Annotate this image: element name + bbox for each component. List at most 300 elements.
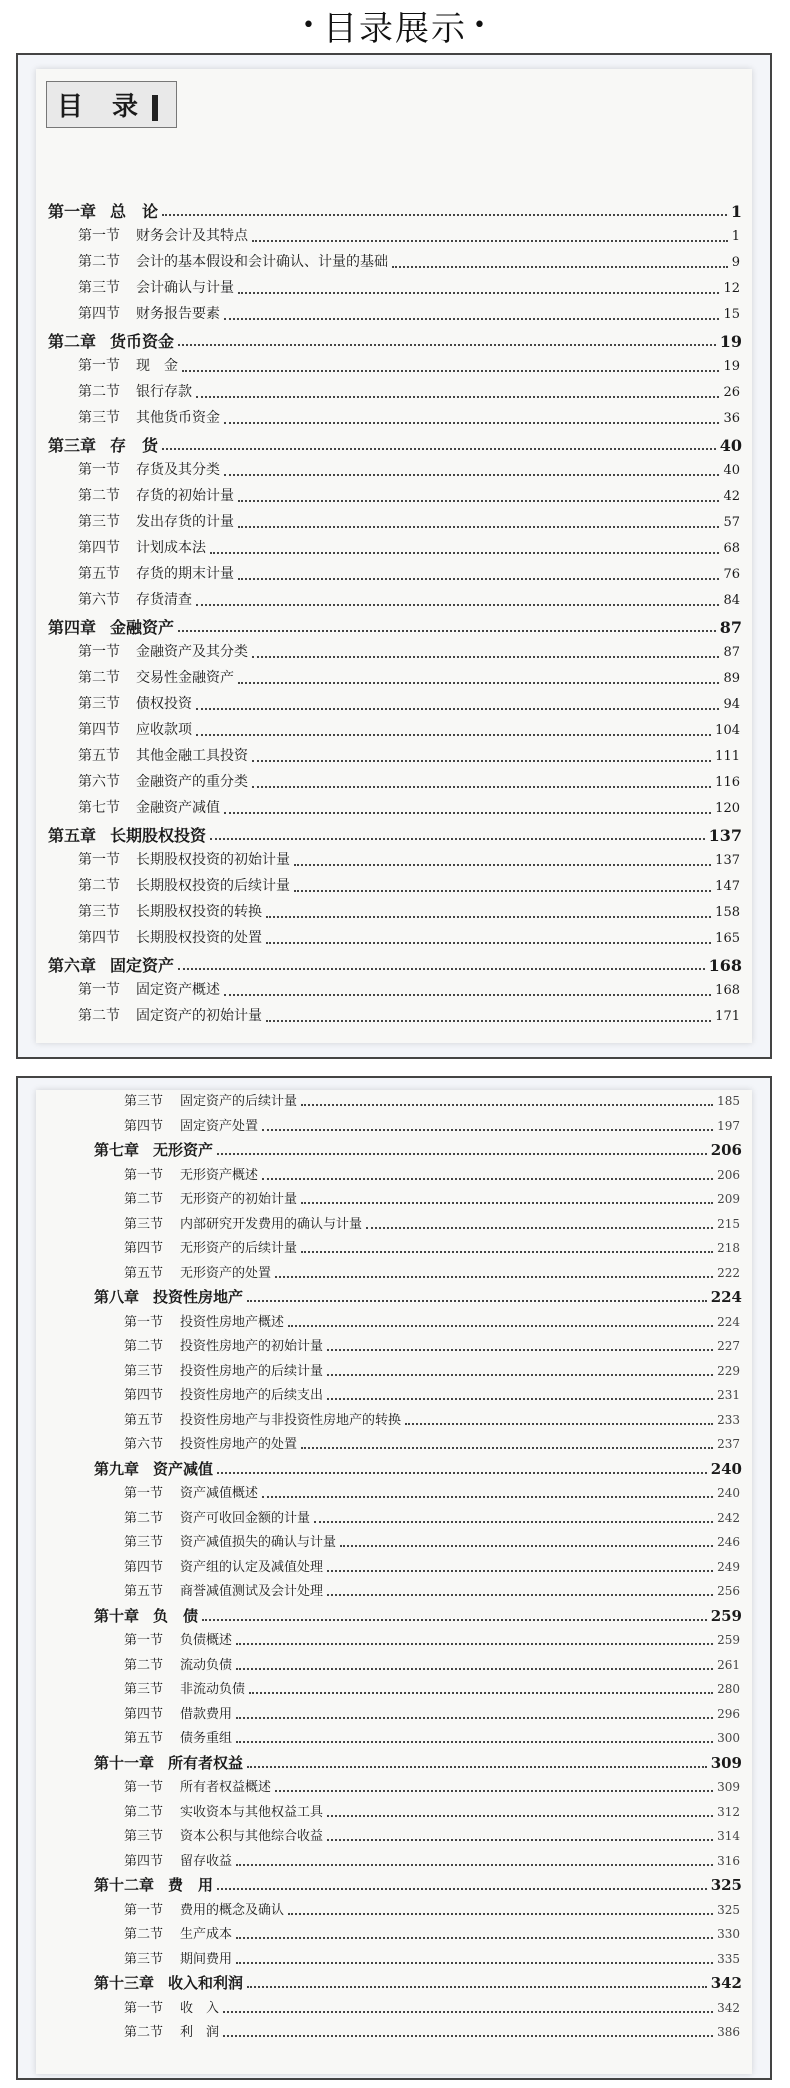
- section-number: 第三节: [124, 1535, 164, 1550]
- entry-title-group: [78, 381, 192, 401]
- section-title: 现 金: [136, 358, 178, 374]
- section-number: 第四节: [78, 722, 120, 738]
- entry-title-group: [78, 511, 234, 531]
- dot-leader: [223, 2011, 713, 2013]
- page-number: 224: [717, 1314, 740, 1329]
- section-title: 计划成本法: [136, 540, 206, 556]
- section-row: [36, 251, 752, 277]
- dot-leader: [236, 1668, 713, 1670]
- toc-frame-1: [16, 53, 772, 1059]
- chapter-title: 无形资产: [153, 1141, 214, 1159]
- section-row: [36, 1360, 752, 1385]
- section-number: 第二节: [78, 878, 120, 894]
- entry-title-group: [124, 1115, 258, 1134]
- dot-leader: [182, 370, 719, 372]
- entry-title-group: [124, 1997, 219, 2016]
- entry-title-group: [94, 1605, 198, 1626]
- section-row: [36, 1115, 752, 1140]
- section-row: [36, 1923, 752, 1948]
- entry-title-group: [78, 641, 248, 661]
- chapter-title: 总 论: [110, 202, 159, 221]
- section-row: [36, 1335, 752, 1360]
- section-row: [36, 1801, 752, 1826]
- dot-leader: [275, 1790, 713, 1792]
- page-number: 261: [717, 1657, 740, 1672]
- toc-list-2: [36, 1090, 752, 2046]
- section-title: 固定资产概述: [136, 982, 220, 998]
- entry-title-group: [124, 1629, 232, 1648]
- section-number: 第一节: [78, 982, 120, 998]
- page-number: 57: [723, 515, 740, 530]
- dot-leader: [224, 422, 719, 424]
- dot-leader: [224, 318, 719, 320]
- chapter-number: 第十章: [94, 1606, 140, 1625]
- bullet-left: •: [302, 12, 317, 38]
- section-row: [36, 797, 752, 823]
- chapter-number: 第六章: [48, 956, 97, 975]
- entry-title-group: [78, 901, 262, 921]
- section-number: 第三节: [124, 1951, 164, 1967]
- section-row: [36, 277, 752, 303]
- chapter-title: 存 货: [110, 436, 159, 455]
- entry-title-group: [124, 1384, 323, 1403]
- chapter-number: 第四章: [48, 618, 97, 637]
- section-title: 资本公积与其他综合收益: [180, 1829, 324, 1844]
- dot-leader: [217, 1472, 707, 1474]
- dot-leader: [178, 630, 716, 632]
- entry-title-group: [124, 1360, 323, 1379]
- section-title: 长期股权投资的处置: [136, 930, 262, 946]
- section-number: 第五节: [78, 566, 120, 582]
- section-row: [36, 693, 752, 719]
- section-row: [36, 1580, 752, 1605]
- chapter-title: 负 债: [153, 1606, 199, 1625]
- dot-leader: [288, 1913, 713, 1915]
- chapter-title: 收入和利润: [168, 1974, 244, 1992]
- page-number: 227: [717, 1339, 740, 1353]
- dot-leader: [301, 1104, 713, 1106]
- page-number: 240: [717, 1486, 740, 1500]
- section-row: [36, 511, 752, 537]
- section-title: 金融资产及其分类: [136, 644, 248, 660]
- page-number: 330: [717, 1927, 740, 1941]
- entry-title-group: [78, 745, 248, 765]
- dot-leader: [301, 1202, 713, 1204]
- page-number: 42: [723, 489, 740, 504]
- entry-title-group: [124, 1164, 258, 1183]
- entry-title-group: [94, 1458, 213, 1479]
- section-number: 第二节: [124, 1927, 164, 1942]
- section-title: 存货的初始计量: [136, 488, 234, 504]
- section-title: 资产减值概述: [180, 1486, 259, 1501]
- entry-title-group: [124, 1801, 323, 1820]
- section-title: 投资性房地产的后续计量: [180, 1363, 324, 1379]
- chapter-number: 第二章: [48, 332, 97, 351]
- dot-leader: [262, 1129, 713, 1131]
- page-number: 12: [723, 281, 740, 296]
- section-row: [36, 1997, 752, 2022]
- chapter-title: 金融资产: [110, 618, 175, 637]
- page-number: 197: [717, 1118, 740, 1133]
- entry-title-group: [124, 1948, 232, 1967]
- section-title: 会计确认与计量: [136, 280, 234, 296]
- dot-leader: [224, 474, 719, 476]
- page-number: 280: [717, 1682, 740, 1696]
- page-number: 94: [723, 697, 740, 712]
- page-number: 168: [715, 983, 740, 998]
- section-number: 第四节: [124, 1559, 164, 1575]
- page-number: 68: [723, 541, 740, 556]
- page-number: 111: [715, 749, 740, 764]
- chapter-row: [36, 199, 752, 225]
- section-title: 资产组的认定及减值处理: [180, 1559, 324, 1575]
- section-number: 第七节: [78, 800, 120, 816]
- entry-title-group: [124, 1409, 401, 1428]
- section-title: 债权投资: [136, 696, 192, 712]
- page-number: 224: [710, 1288, 742, 1306]
- page-number: 312: [717, 1804, 740, 1819]
- dot-leader: [202, 1619, 707, 1621]
- page-number: 256: [717, 1584, 740, 1598]
- section-number: 第五节: [78, 748, 120, 764]
- header-title: 目录展示: [323, 8, 467, 49]
- entry-title-group: [124, 1776, 271, 1795]
- page-number: 342: [717, 2000, 740, 2015]
- entry-title-group: [78, 927, 262, 947]
- page-number: 259: [717, 1633, 740, 1647]
- entry-title-group: [124, 1678, 245, 1697]
- entry-title-group: [78, 875, 290, 895]
- chapter-row: [36, 1139, 752, 1164]
- section-title: 金融资产减值: [136, 800, 220, 816]
- section-row: [36, 979, 752, 1005]
- toc-heading-text: 目 录: [57, 92, 149, 122]
- section-number: 第六节: [78, 774, 120, 790]
- page-number: 19: [719, 332, 742, 351]
- toc-page-2: [36, 1090, 752, 2074]
- dot-leader: [178, 968, 705, 970]
- section-title: 投资性房地产概述: [180, 1314, 285, 1330]
- section-row: [36, 563, 752, 589]
- dot-leader: [236, 1741, 713, 1743]
- dot-leader: [247, 1300, 707, 1302]
- section-row: [36, 2021, 752, 2046]
- page-number: 233: [717, 1412, 740, 1427]
- section-row: [36, 641, 752, 667]
- section-number: 第四节: [78, 930, 120, 946]
- entry-title-group: [78, 459, 220, 479]
- section-row: [36, 745, 752, 771]
- section-title: 金融资产的重分类: [136, 774, 248, 790]
- page-number: 116: [715, 775, 740, 790]
- section-number: 第一节: [124, 1314, 164, 1330]
- section-number: 第四节: [124, 1853, 164, 1869]
- section-title: 利 润: [180, 2025, 220, 2040]
- section-number: 第一节: [78, 644, 120, 660]
- section-row: [36, 1384, 752, 1409]
- toc-frame-2: [16, 1076, 772, 2080]
- entry-title-group: [78, 563, 234, 583]
- section-number: 第二节: [124, 1510, 164, 1526]
- toc-heading: [46, 81, 177, 128]
- page-number: 185: [717, 1094, 740, 1108]
- section-row: [36, 1850, 752, 1875]
- section-row: [36, 1556, 752, 1581]
- section-title: 应收款项: [136, 722, 192, 738]
- page-number: 335: [717, 1951, 740, 1966]
- page-number: 171: [715, 1009, 740, 1024]
- section-title: 非流动负债: [180, 1682, 246, 1697]
- dot-leader: [236, 1962, 713, 1964]
- entry-title-group: [78, 485, 234, 505]
- dot-leader: [236, 1864, 713, 1866]
- page-number: 168: [708, 956, 742, 975]
- entry-title-group: [124, 1727, 232, 1746]
- section-number: 第二节: [124, 1339, 164, 1354]
- section-row: [36, 381, 752, 407]
- toc-list-1: [36, 199, 752, 1031]
- section-title: 投资性房地产的后续支出: [180, 1388, 324, 1403]
- chapter-row: [36, 1972, 752, 1997]
- page-number: 215: [717, 1216, 740, 1231]
- dot-leader: [196, 734, 711, 736]
- chapter-number: 第八章: [94, 1288, 140, 1306]
- dot-leader: [252, 760, 711, 762]
- section-title: 固定资产的后续计量: [180, 1094, 298, 1109]
- section-title: 投资性房地产的初始计量: [180, 1339, 324, 1354]
- section-title: 无形资产的后续计量: [180, 1241, 298, 1256]
- section-number: 第一节: [124, 1486, 164, 1501]
- dot-leader: [266, 942, 711, 944]
- section-title: 实收资本与其他权益工具: [180, 1804, 324, 1820]
- section-row: [36, 849, 752, 875]
- section-row: [36, 1409, 752, 1434]
- section-row: [36, 1948, 752, 1973]
- page-number: 87: [719, 618, 742, 637]
- dot-leader: [392, 266, 728, 268]
- section-title: 债务重组: [180, 1731, 233, 1746]
- section-row: [36, 459, 752, 485]
- entry-title-group: [48, 615, 174, 638]
- dot-leader: [210, 838, 705, 840]
- chapter-number: 第十三章: [94, 1974, 155, 1992]
- section-number: 第二节: [78, 254, 120, 270]
- page-number: 218: [717, 1241, 740, 1255]
- entry-title-group: [78, 979, 220, 999]
- page-number: 209: [717, 1192, 740, 1206]
- page-number: 19: [723, 359, 740, 374]
- dot-leader: [327, 1594, 713, 1596]
- dot-leader: [327, 1815, 713, 1817]
- chapter-row: [36, 953, 752, 979]
- chapter-number: 第十二章: [94, 1876, 155, 1894]
- page-number: 206: [710, 1141, 742, 1159]
- entry-title-group: [124, 1703, 232, 1722]
- section-row: [36, 1825, 752, 1850]
- page-number: 137: [708, 826, 742, 845]
- chapter-title: 长期股权投资: [110, 826, 207, 845]
- page-number: 120: [715, 801, 740, 816]
- page-number: 316: [717, 1853, 740, 1868]
- dot-leader: [223, 2035, 713, 2037]
- dot-leader: [327, 1398, 713, 1400]
- entry-title-group: [124, 1531, 336, 1550]
- section-number: 第三节: [124, 1829, 164, 1844]
- entry-title-group: [78, 849, 290, 869]
- page-number: 15: [723, 307, 740, 322]
- dot-leader: [252, 786, 711, 788]
- page-number: 314: [717, 1829, 740, 1843]
- entry-title-group: [124, 1262, 271, 1281]
- dot-leader: [236, 1717, 713, 1719]
- dot-leader: [196, 604, 719, 606]
- section-row: [36, 1531, 752, 1556]
- section-number: 第一节: [124, 1167, 164, 1183]
- dot-leader: [162, 214, 727, 216]
- dot-leader: [262, 1178, 713, 1180]
- dot-leader: [366, 1227, 713, 1229]
- section-number: 第三节: [78, 410, 120, 426]
- section-row: [36, 303, 752, 329]
- chapter-title: 货币资金: [110, 332, 175, 351]
- section-row: [36, 1090, 752, 1115]
- entry-title-group: [78, 355, 178, 375]
- dot-leader: [340, 1545, 713, 1547]
- entry-title-group: [124, 1923, 232, 1942]
- entry-title-group: [78, 693, 192, 713]
- section-title: 负债概述: [180, 1633, 233, 1648]
- section-number: 第四节: [78, 540, 120, 556]
- dot-leader: [405, 1423, 713, 1425]
- section-row: [36, 1899, 752, 1924]
- section-title: 资产可收回金额的计量: [180, 1510, 311, 1526]
- entry-title-group: [124, 2021, 219, 2040]
- section-title: 长期股权投资的转换: [136, 904, 262, 920]
- page-number: 231: [717, 1388, 740, 1402]
- dot-leader: [327, 1349, 713, 1351]
- section-row: [36, 1005, 752, 1031]
- dot-leader: [314, 1521, 713, 1523]
- section-number: 第三节: [124, 1216, 164, 1232]
- chapter-number: 第九章: [94, 1459, 140, 1478]
- entry-title-group: [78, 407, 220, 427]
- section-title: 投资性房地产与非投资性房地产的转换: [180, 1412, 402, 1428]
- section-number: 第三节: [78, 514, 120, 530]
- dot-leader: [266, 1020, 711, 1022]
- section-number: 第四节: [124, 1241, 164, 1256]
- dot-leader: [238, 500, 719, 502]
- entry-title-group: [94, 1139, 213, 1160]
- section-number: 第四节: [124, 1118, 164, 1134]
- page-number: 147: [715, 879, 740, 894]
- section-number: 第二节: [78, 1008, 120, 1024]
- dot-leader: [217, 1153, 707, 1155]
- entry-title-group: [94, 1972, 243, 1993]
- entry-title-group: [124, 1899, 284, 1918]
- section-number: 第三节: [78, 696, 120, 712]
- chapter-row: [36, 329, 752, 355]
- entry-title-group: [78, 225, 248, 245]
- section-title: 银行存款: [136, 384, 192, 400]
- page-number: 222: [717, 1265, 740, 1280]
- dot-leader: [236, 1937, 713, 1939]
- section-row: [36, 1262, 752, 1287]
- dot-leader: [224, 812, 711, 814]
- section-number: 第三节: [124, 1682, 164, 1697]
- page-number: 158: [715, 905, 740, 920]
- section-row: [36, 927, 752, 953]
- section-number: 第一节: [124, 1902, 164, 1918]
- page-number: 26: [723, 385, 740, 400]
- section-number: 第一节: [78, 358, 120, 374]
- section-title: 收 入: [180, 2000, 220, 2016]
- dot-leader: [236, 1643, 713, 1645]
- dot-leader: [247, 1766, 707, 1768]
- dot-leader: [288, 1325, 713, 1327]
- entry-title-group: [124, 1090, 297, 1109]
- section-number: 第三节: [78, 280, 120, 296]
- page-number: 259: [710, 1606, 742, 1625]
- dot-leader: [301, 1251, 713, 1253]
- entry-title-group: [124, 1433, 297, 1452]
- entry-title-group: [124, 1556, 323, 1575]
- dot-leader: [327, 1570, 713, 1572]
- section-number: 第五节: [124, 1731, 164, 1746]
- section-header: [0, 0, 790, 50]
- section-title: 交易性金融资产: [136, 670, 234, 686]
- page-number: 9: [731, 255, 740, 270]
- chapter-number: 第一章: [48, 202, 97, 221]
- section-title: 发出存货的计量: [136, 514, 234, 530]
- page-number: 1: [730, 202, 742, 221]
- dot-leader: [249, 1692, 713, 1694]
- entry-title-group: [124, 1188, 297, 1207]
- page-number: 237: [717, 1437, 740, 1451]
- section-number: 第五节: [124, 1584, 164, 1599]
- entry-title-group: [78, 251, 388, 271]
- section-row: [36, 1213, 752, 1238]
- dot-leader: [275, 1276, 713, 1278]
- page-number: 76: [723, 567, 740, 582]
- entry-title-group: [78, 589, 192, 609]
- section-title: 所有者权益概述: [180, 1780, 272, 1795]
- section-row: [36, 589, 752, 615]
- section-row: [36, 1311, 752, 1336]
- chapter-row: [36, 1286, 752, 1311]
- entry-title-group: [48, 329, 174, 352]
- section-number: 第二节: [78, 384, 120, 400]
- section-number: 第一节: [78, 852, 120, 868]
- section-row: [36, 485, 752, 511]
- section-row: [36, 875, 752, 901]
- page-number: 206: [717, 1167, 740, 1182]
- entry-title-group: [94, 1752, 243, 1773]
- entry-title-group: [48, 823, 206, 846]
- section-title: 无形资产的处置: [180, 1265, 272, 1281]
- page-number: 246: [717, 1535, 740, 1549]
- entry-title-group: [48, 953, 174, 976]
- section-number: 第三节: [78, 904, 120, 920]
- section-title: 固定资产处置: [180, 1118, 259, 1134]
- section-title: 商誉减值测试及会计处理: [180, 1584, 324, 1599]
- section-title: 存货的期末计量: [136, 566, 234, 582]
- entry-title-group: [124, 1850, 232, 1869]
- dot-leader: [238, 578, 719, 580]
- section-row: [36, 1727, 752, 1752]
- section-title: 生产成本: [180, 1927, 233, 1942]
- section-title: 无形资产概述: [180, 1167, 259, 1183]
- page-number: 342: [710, 1974, 742, 1992]
